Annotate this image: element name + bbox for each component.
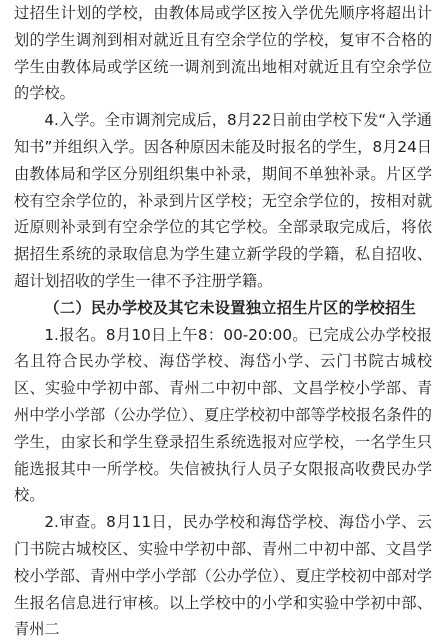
paragraph-enrollment: 4.入学。全市调剂完成后，8月22日前由学校下发“入学通知书”并组织入学。因各种原因未能及时报名的学生，8月24日由教体局和学区分别组织集中补录，期间不单独补录。片区学校有空余学位的，补录到片区学校；无空余学位的，按相对就近原则补录到有空余学位的其它学校。全部录取完成后，将依据招生系统的录取信息为学生建立新学段的学籍，私自招收、超计划招收的学生一律不予注册学籍。 — [14, 111, 432, 290]
paragraph-registration: 1.报名。8月10日上午8：00-20:00。已完成公办学校报名且符合民办学校、海岱学校、海岱小学、云门书院古城校区、实验中学初中部、青州二中初中部、文昌学校小学部、青州中学小学部（公办学位）、夏庄学校初中部等学校报名条件的学生，由家长和学生登录招生系统选报对应学校，一名学生只能选报其中一所学校。失信被执行人员子女限报高收费民办学校。 — [14, 325, 432, 505]
paragraph-review: 2.审查。8月11日，民办学校和海岱学校、海岱小学、云门书院古城校区、实验中学初中部、青州二中初中部、文昌学校小学部、青州中学小学部（公办学位）、夏庄学校初中部对学生报名信息进行审核。以上学校中的小学和实验中学初中部、青州二 — [14, 513, 432, 639]
section-heading-private-schools: （二）民办学校及其它未设置独立招生片区的学校招生 — [44, 298, 417, 317]
paragraph-allocation-overflow: 过招生计划的学校，由教体局或学区按入学优先顺序将超出计划的学生调剂到相对就近且有空余学位的学校，复审不合格的学生由教体局或学区统一调剂到流出地相对就近且有空余学位的学校。 — [14, 4, 432, 103]
